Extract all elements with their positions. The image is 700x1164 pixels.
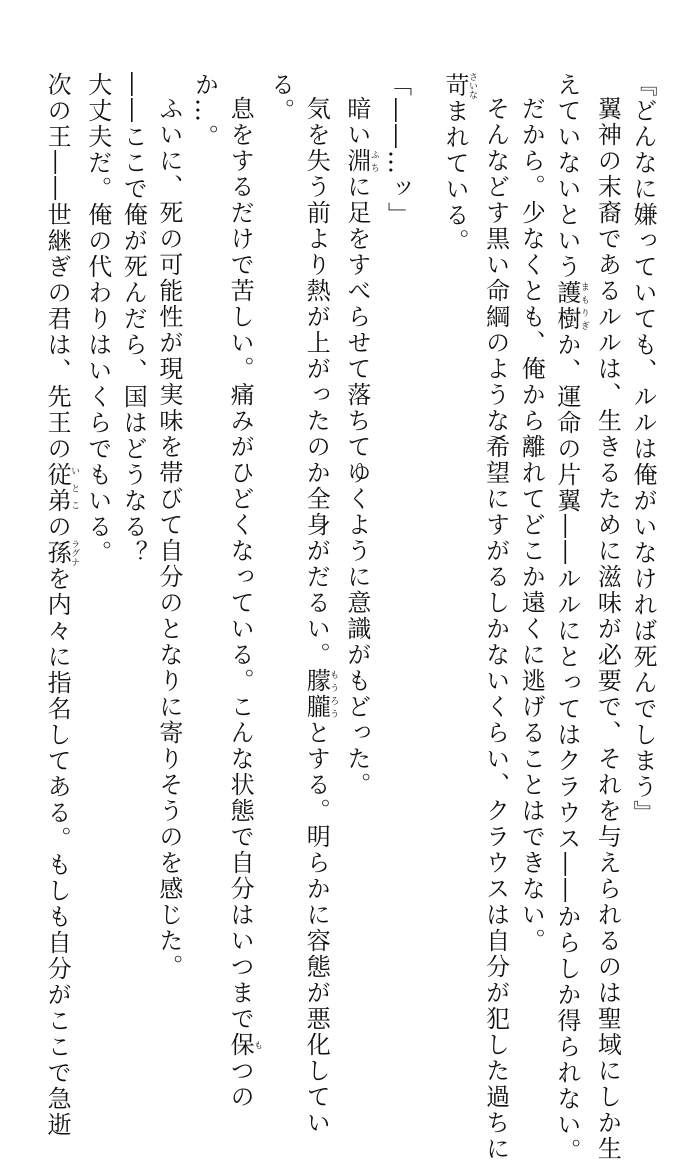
text-line: [262, 72, 298, 972]
ruby-base: 苛: [441, 72, 470, 99]
ruby-base: 淵: [342, 148, 371, 174]
ruby-base: 保: [226, 1032, 255, 1058]
text-line: [436, 72, 477, 972]
text-line: [624, 72, 660, 972]
ruby-reading: さいな: [467, 72, 478, 99]
text-run: だから。少なくとも、俺から離れてどこか遠くに逃げることはできない。: [517, 96, 546, 954]
text-run: る。: [266, 72, 295, 124]
text-run: ――ここで俺が死んだら、国はどうなる？: [119, 72, 148, 566]
text-run: ふいに、死の可能性が現実味を帯びて自分のとなりに寄りそうのを感じた。: [154, 96, 183, 980]
text-run: 暗い: [342, 96, 371, 148]
text-line: [589, 72, 625, 1162]
text-run: 気を失う前より熱が上がったのか全身がだるい。: [302, 96, 331, 668]
text-run: か、運命の片翼――ルルにとってはクラウス――からしか得られない。: [552, 332, 581, 1164]
ruby-word: [342, 148, 379, 174]
text-line: [115, 72, 151, 972]
ruby-word: [43, 539, 80, 567]
text-run: 息をするだけで苦しい。痛みがひどくなっている。こんな状態で自分はいつまで: [226, 96, 255, 1032]
text-run: 翼神の末裔であるルルは、生きるために滋味が必要で、それを与えられるのは聖域にしか生: [593, 96, 622, 1162]
ruby-reading: ふち: [368, 148, 379, 174]
ruby-reading: ラグナ: [69, 539, 80, 567]
ruby-base: 従弟: [43, 462, 72, 514]
text-run: つの: [226, 1058, 255, 1110]
text-line: [39, 72, 80, 1138]
text-line: [379, 72, 415, 972]
quote-line: 『どんなに嫌っていても、ルルは俺がいなければ死んでしまう』: [629, 72, 657, 826]
text-run: えていないという: [552, 72, 581, 280]
text-line: [150, 72, 186, 980]
text-run: の: [43, 514, 72, 540]
text-run: 大丈夫だ。俺の代わりはいくらでもいる。: [83, 72, 112, 566]
dialogue-line: 「――…ッ」: [383, 72, 412, 228]
ruby-base: 孫: [43, 539, 72, 567]
ruby-word: [552, 280, 589, 332]
text-run: に足をすべらせて落ちてゆくように意識がもどった。: [342, 174, 371, 798]
text-run: 次の王――世継ぎの君は、先王の: [43, 72, 72, 462]
text-run: そんなどす黒い命綱のような希望にすがるしかないくらい、クラウスは自分が犯した過ちに: [481, 96, 510, 1162]
text-run: まれている。: [441, 98, 470, 255]
ruby-base: 朦朧: [302, 668, 331, 720]
text-line: [298, 72, 339, 1136]
ruby-base: 護樹: [552, 280, 581, 332]
ruby-reading: も: [252, 1032, 263, 1058]
text-line: [186, 72, 222, 972]
ruby-reading: いとこ: [69, 462, 80, 514]
text-run: か…。: [190, 72, 219, 150]
ruby-word: [43, 462, 80, 514]
vertical-text-body: [20, 72, 660, 1164]
ruby-reading: もうろう: [328, 668, 339, 720]
ruby-word: [441, 72, 478, 99]
text-line: [79, 72, 115, 972]
text-run: を内々に指名してある。もしも自分がここで急逝: [43, 566, 72, 1138]
text-line: [548, 72, 589, 1164]
text-line: [477, 72, 513, 1162]
text-run: とする。明らかに容態が悪化してい: [302, 720, 331, 1136]
ruby-reading: まもりぎ: [578, 280, 589, 332]
ruby-word: [302, 668, 339, 720]
ruby-word: [226, 1032, 263, 1058]
text-line: [221, 72, 263, 1110]
text-line: [338, 72, 379, 972]
text-line: [513, 72, 549, 972]
